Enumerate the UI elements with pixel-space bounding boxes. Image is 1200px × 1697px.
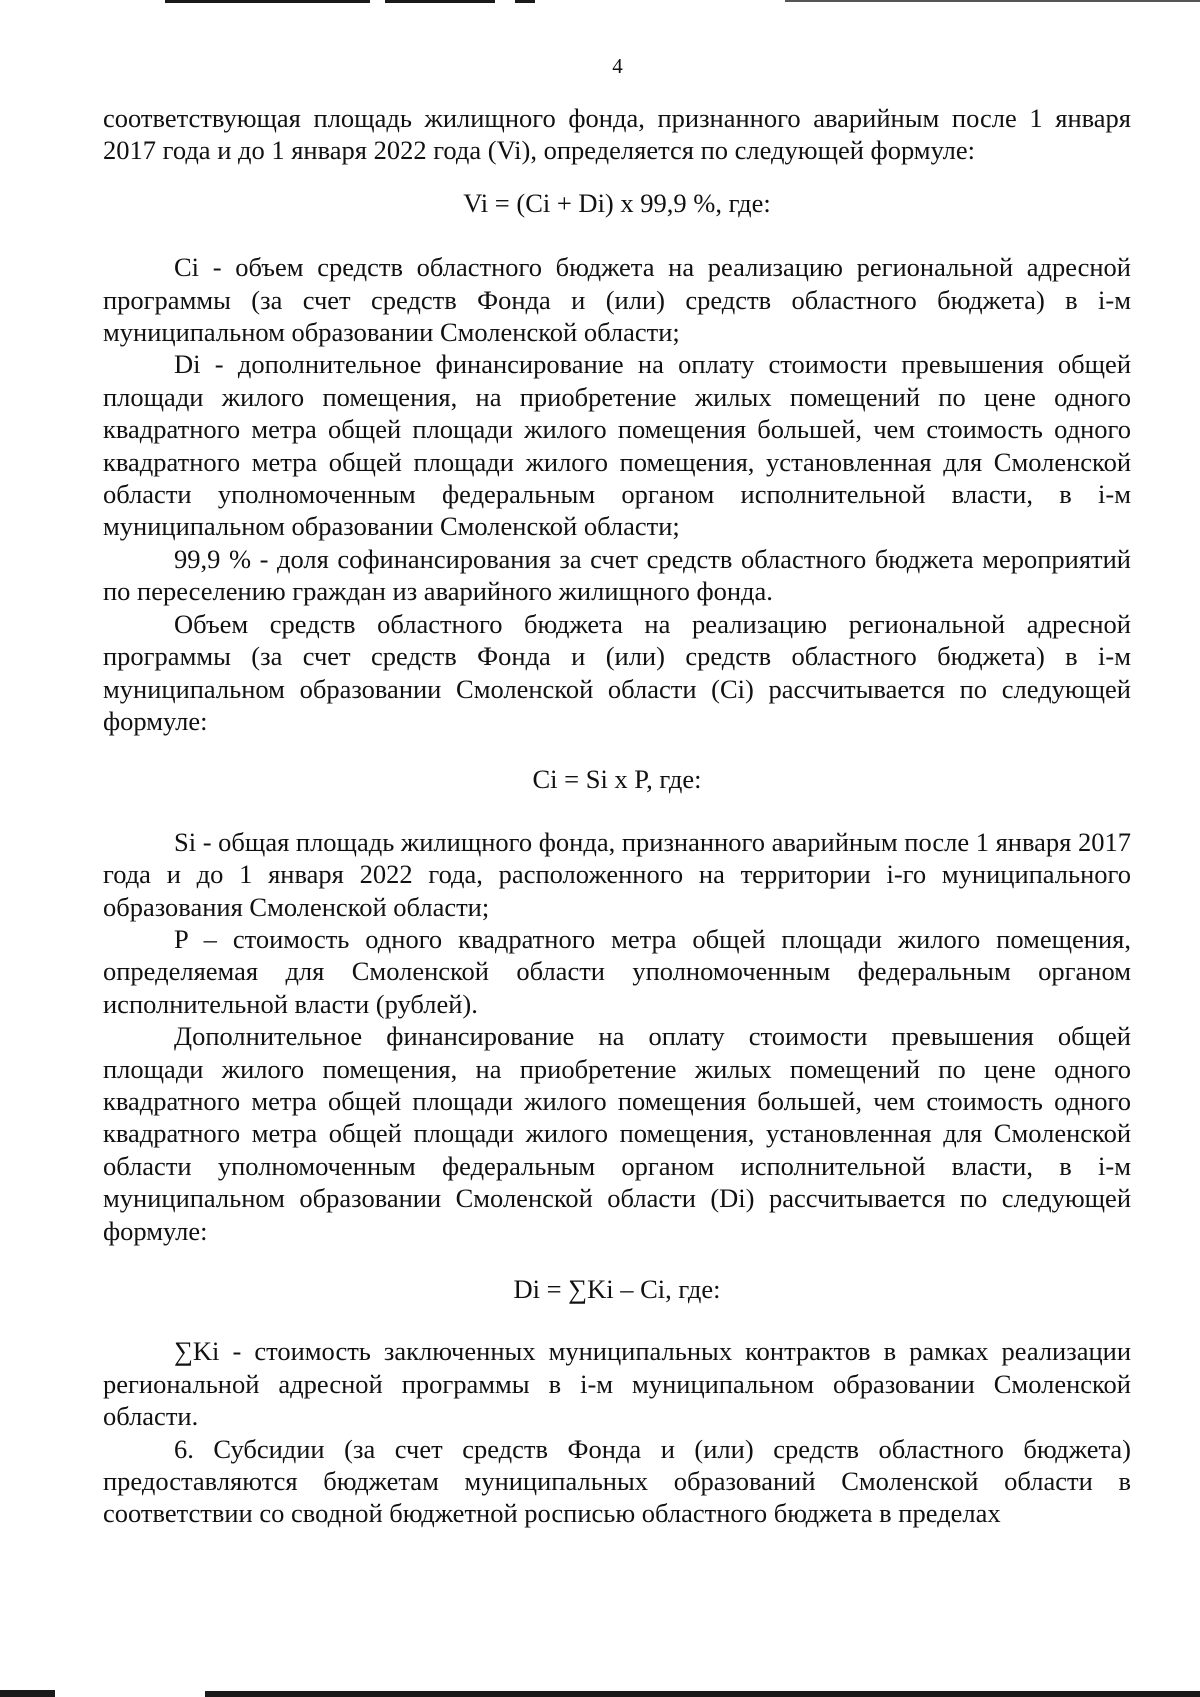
paragraph: P – стоимость одного квадратного метра общей площади жилого помещения, определяемая для Смоленской области уполномоченным федеральным органом исполнительной власти (рублей).: [103, 923, 1131, 1019]
paragraph: Di - дополнительное финансирование на оплату стоимости превышения общей площади жилого помещения, на приобретение жилых помещений по цене одного квадратного метра общей площади жилого помещения большей, чем стоимость одного квадратного метра общей площади жилого помещения, установленная для Смоленской области уполномоченным федеральным органом исполнительной власти, в i-м муниципальном образовании Смоленской области;: [103, 349, 1131, 542]
scan-border-bottom: [205, 1691, 1200, 1697]
paragraph: соответствующая площадь жилищного фонда, признанного аварийным после 1 января 2017 года и до 1 января 2022 года (Vi), определяется по следующей формуле:: [103, 103, 1131, 166]
paragraph: 6. Субсидии (за счет средств Фонда и (или) средств областного бюджета) предоставляются бюджетам муниципальных образований Смоленской области в соответствии со сводной бюджетной росписью областного бюджета в пределах: [103, 1433, 1131, 1529]
paragraph: Объем средств областного бюджета на реализацию региональной адресной программы (за счет средств Фонда и (или) средств областного бюджета) в i-м муниципальном образовании Смоленской области (Ci) рассчитывается по следующей формуле:: [103, 608, 1131, 736]
paragraph: Дополнительное финансирование на оплату стоимости превышения общей площади жилого помещения, на приобретение жилых помещений по цене одного квадратного метра общей площади жилого помещения большей, чем стоимость одного квадратного метра общей площади жилого помещения, установленная для Смоленской области уполномоченным федеральным органом исполнительной власти, в i-м муниципальном образовании Смоленской области (Di) рассчитывается по следующей формуле:: [103, 1021, 1131, 1246]
paragraph: 99,9 % - доля софинансирования за счет средств областного бюджета мероприятий по переселению граждан из аварийного жилищного фонда.: [103, 543, 1131, 607]
formula: Di = ∑Ki – Ci, где:: [513, 1274, 721, 1304]
page-number: 4: [612, 54, 623, 78]
paragraph: Ci - объем средств областного бюджета на реализацию региональной адресной программы (за счет средств Фонда и (или) средств областного бюджета) в i-м муниципальном образовании Смоленской области;: [103, 252, 1131, 348]
scan-border-bottom: [0, 1690, 55, 1697]
scan-border-top: [515, 0, 535, 3]
paragraph: ∑Ki - стоимость заключенных муниципальных контрактов в рамках реализации региональной адресной программы в i-м муниципальном образовании Смоленской области.: [103, 1336, 1131, 1432]
document-body: [103, 102, 1131, 1530]
scan-border-top: [165, 0, 370, 3]
scan-border-top: [385, 0, 495, 3]
formula: Vi = (Ci + Di) х 99,9 %, где:: [463, 187, 771, 218]
scan-border-top: [785, 0, 1200, 2]
paragraph: Si - общая площадь жилищного фонда, признанного аварийным после 1 января 2017 года и до 1 января 2022 года, расположенного на территории i-го муниципального образования Смоленской области;: [103, 826, 1131, 922]
formula: Ci = Si х P, где:: [532, 764, 702, 795]
